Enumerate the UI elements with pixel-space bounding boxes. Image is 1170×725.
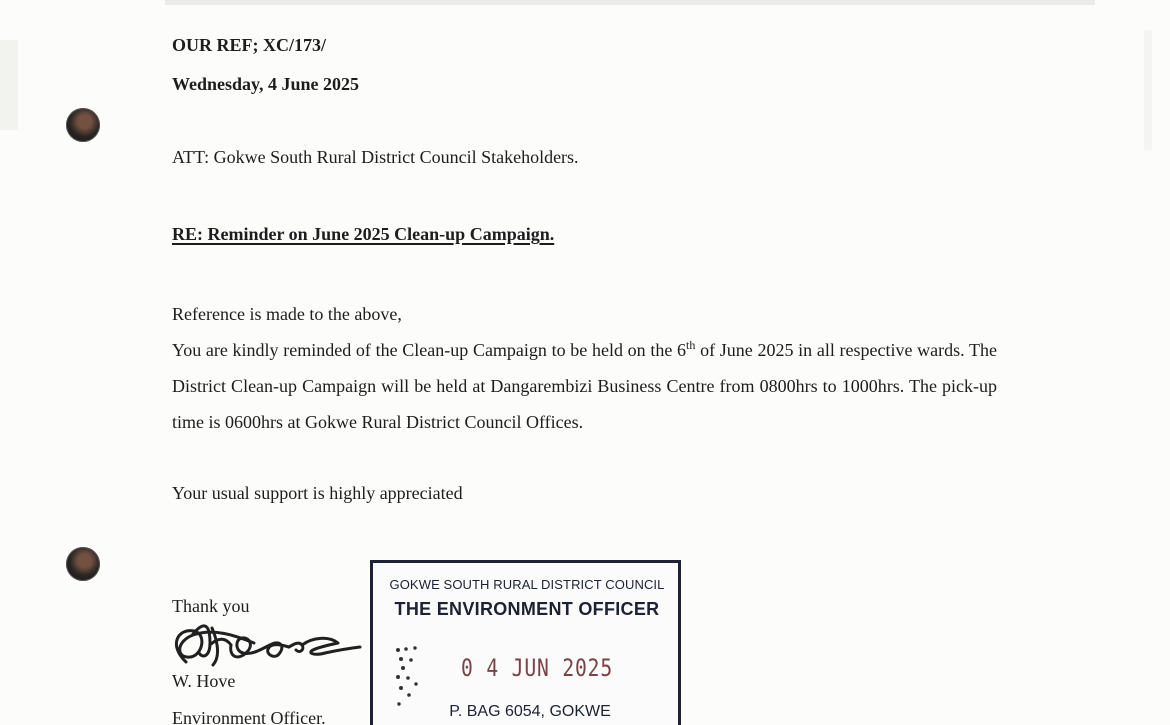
date-ordinal-suffix: th: [686, 338, 696, 352]
punch-hole-bottom: [66, 547, 100, 581]
scan-right-margin-shade: [1144, 30, 1152, 150]
stamp-address: P. BAG 6054, GOKWE: [449, 703, 611, 720]
subject-line: RE: Reminder on June 2025 Clean-up Campaign.: [172, 224, 555, 244]
handwritten-signature: [168, 614, 363, 672]
reminder-before-date: You are kindly reminded of the Clean-up Campaign to be held on the 6: [172, 340, 687, 360]
stamp-ink-dots: [393, 643, 427, 709]
stamp-date: 0 4 JUN 2025: [461, 654, 614, 682]
council-stamp: [370, 560, 681, 725]
scan-top-shadow: [165, 0, 1095, 5]
attention-line: ATT: Gokwe South Rural District Council Stakeholders.: [172, 147, 579, 167]
scan-left-margin-shade: [0, 40, 18, 130]
stamp-office-title: THE ENVIRONMENT OFFICER: [394, 599, 660, 619]
letter-body: [172, 296, 997, 440]
closing-line: Your usual support is highly appreciated: [172, 483, 463, 503]
campaign-reminder-paragraph: [172, 332, 997, 440]
stamp-council-name: GOKWE SOUTH RURAL DISTRICT COUNCIL: [389, 577, 665, 592]
punch-hole-top: [66, 108, 100, 142]
reminder-after-date: of June 2025 in all respective wards. The District Clean-up Campaign will be held at Dangarembizi Business Centre from 0800hrs to 1000hrs. The pick-up time is 0600hrs at Gokwe Rural District Council Offices.: [172, 340, 997, 432]
opening-line: Reference is made to the above,: [172, 304, 402, 324]
letter-date: Wednesday, 4 June 2025: [172, 74, 360, 94]
signer-name: W. Hove: [172, 671, 236, 691]
reference-number: OUR REF; XC/173/: [172, 35, 326, 55]
signer-position: Environment Officer.: [172, 708, 326, 725]
thank-you: Thank you: [172, 596, 250, 616]
